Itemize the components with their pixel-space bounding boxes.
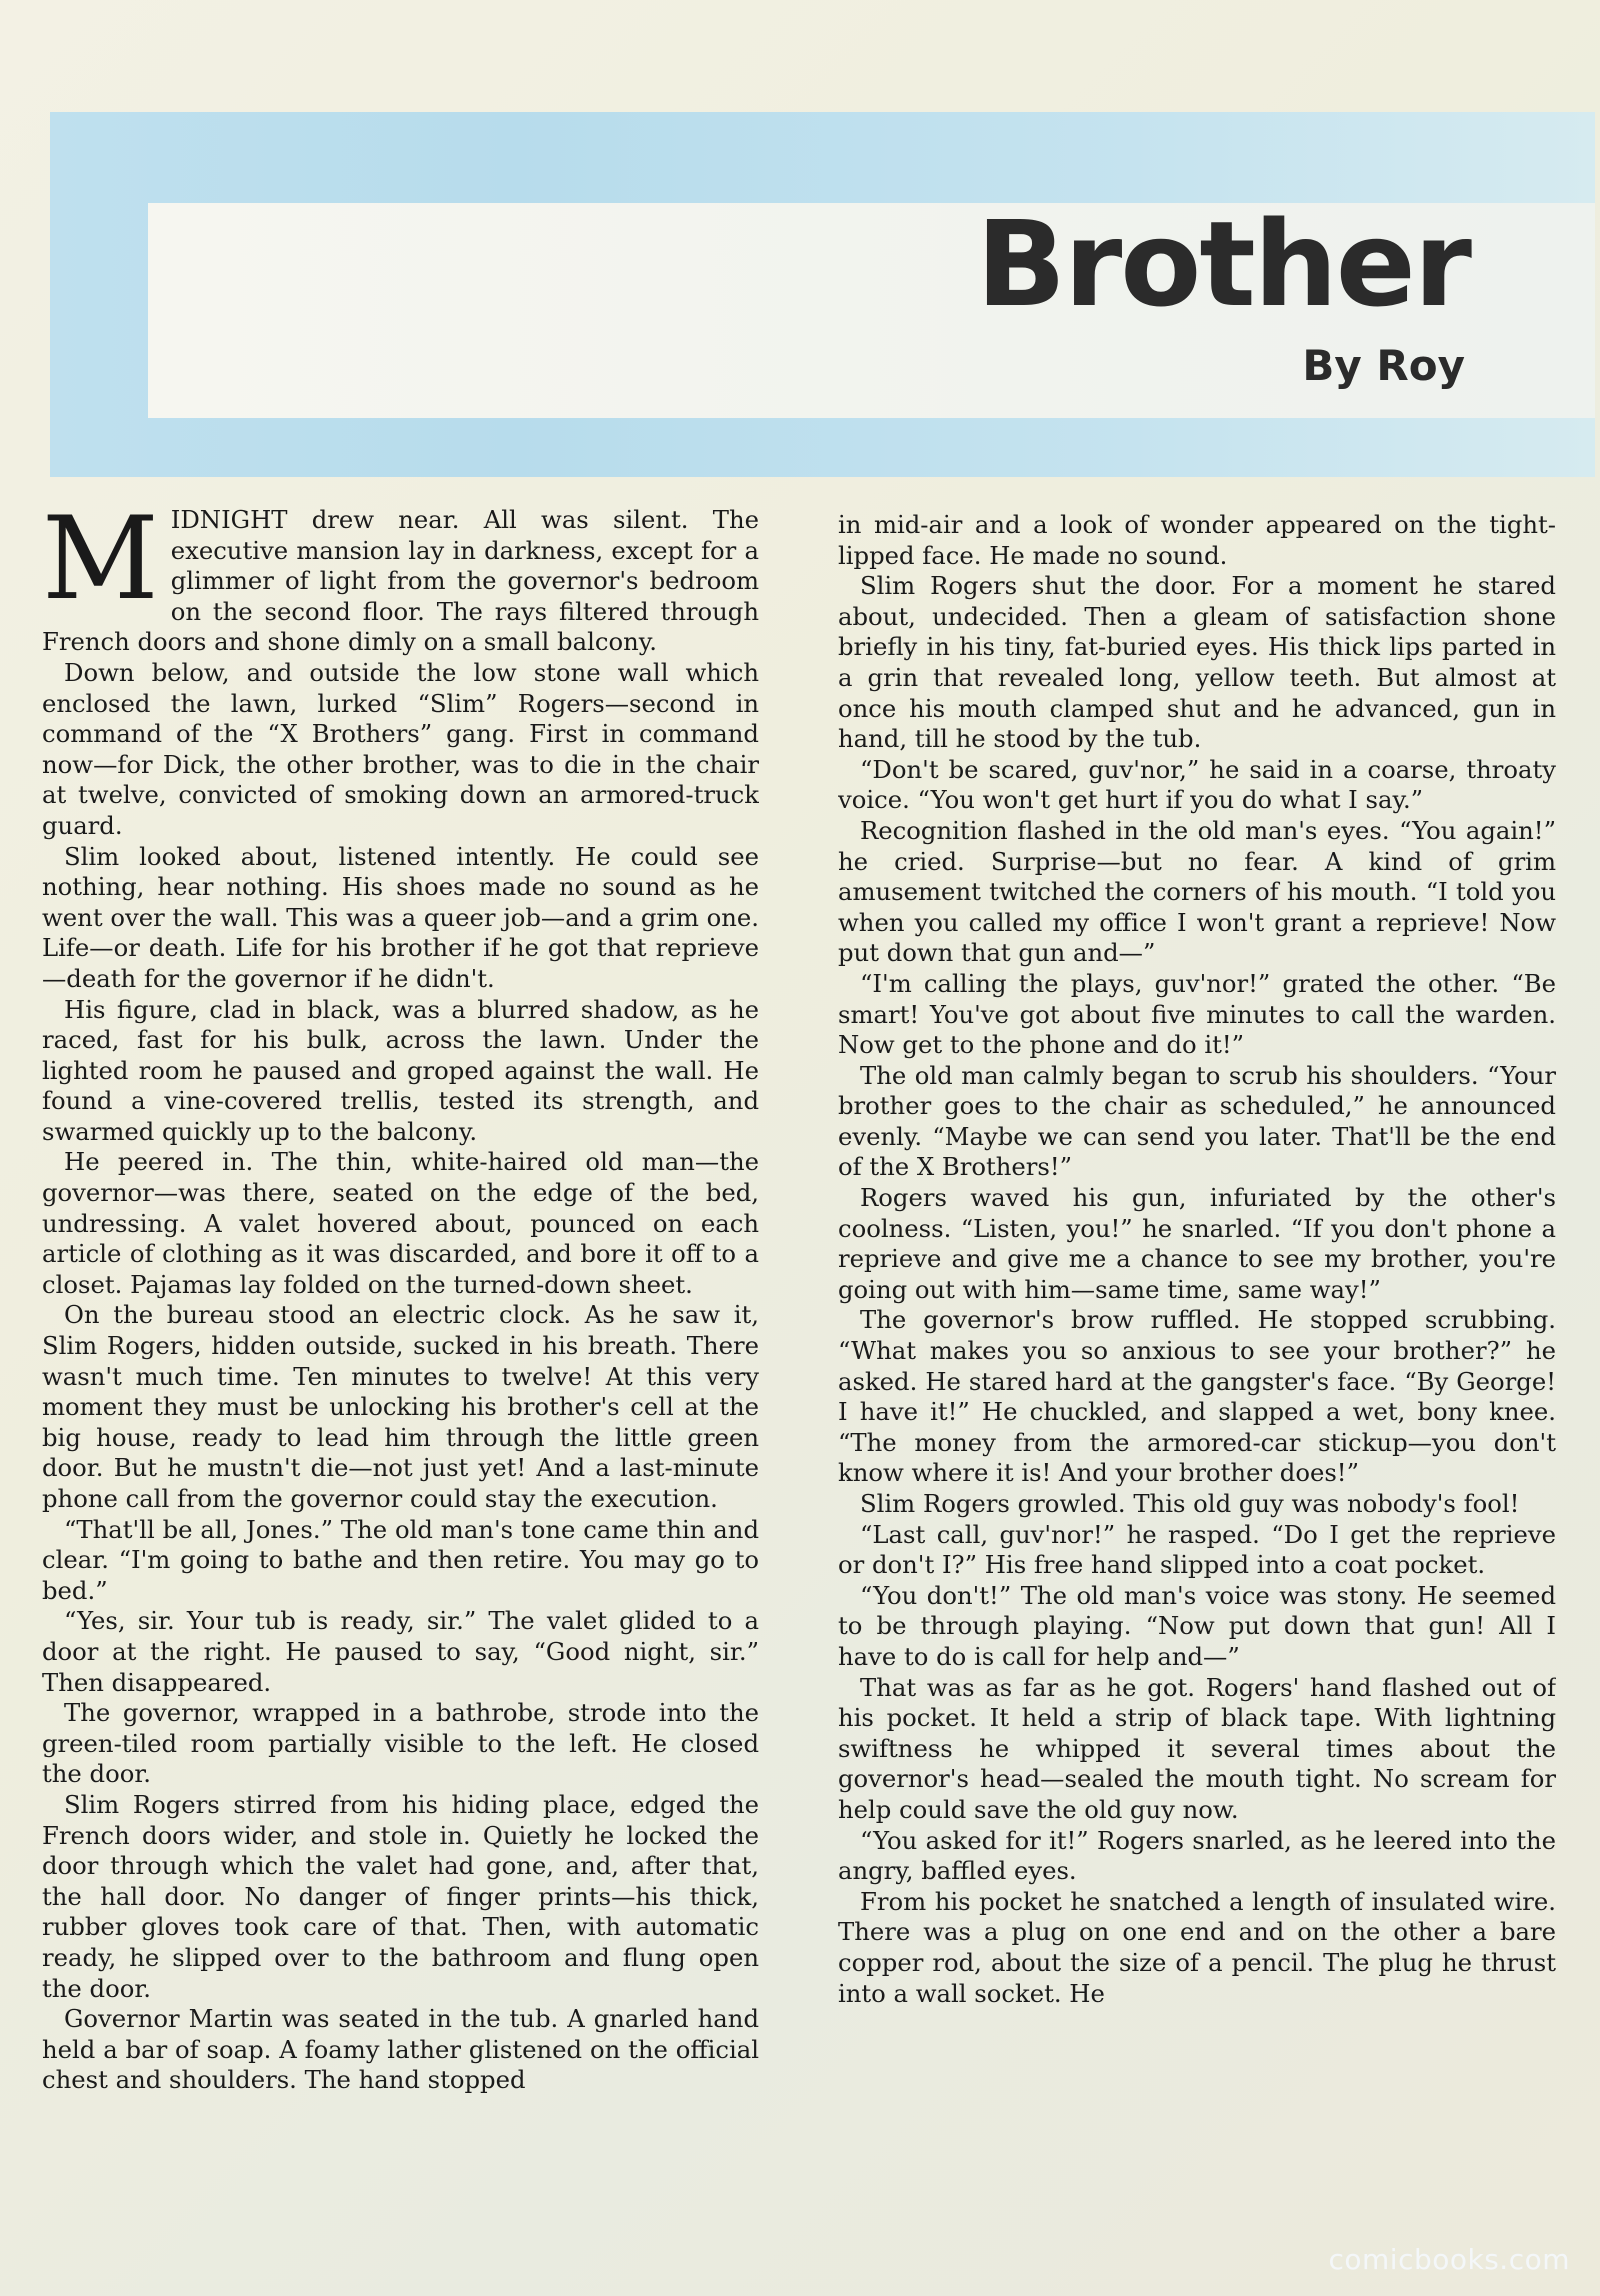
story-title: Brother	[976, 195, 1470, 333]
paragraph: Governor Martin was seated in the tub. A gnarled hand held a bar of soap. A foamy lather glistened on the official chest and shoulders. The hand stopped	[42, 2004, 759, 2095]
paragraph: That was as far as he got. Rogers' hand flashed out of his pocket. It held a strip of black tape. With lightning swiftness he whipped it several times about the governor's head—sealed the mouth tight. No scream for help could save the old guy now.	[838, 1672, 1556, 1824]
first-paragraph	[42, 505, 759, 658]
paragraph: Slim looked about, listened intently. He could see nothing, hear nothing. His shoes made no sound as he went over the wall. This was a queer job—and a grim one. Life—or death. Life for his brother if he got that reprieve—death for the governor if he didn't.	[42, 841, 759, 993]
paragraph: His figure, clad in black, was a blurred shadow, as he raced, fast for his bulk, across the lawn. Under the lighted room he paused and groped against the wall. He found a vine-covered trellis, tested its strength, and swarmed quickly up to the balcony.	[42, 994, 759, 1146]
paragraph: Slim Rogers shut the door. For a moment he stared about, undecided. Then a gleam of satisfaction shone briefly in his tiny, fat-buried eyes. His thick lips parted in a grin that revealed long, yellow teeth. But almost at once his mouth clamped shut and he advanced, gun in hand, till he stood by the tub.	[838, 571, 1556, 754]
paragraph: “You don't!” The old man's voice was stony. He seemed to be through playing. “Now put down that gun! All I have to do is call for help and—”	[838, 1580, 1556, 1671]
paragraph: Slim Rogers growled. This old guy was nobody's fool!	[860, 1489, 1520, 1518]
paragraph: The governor, wrapped in a bathrobe, strode into the green-tiled room partially visible to the left. He closed the door.	[42, 1698, 759, 1789]
paragraph: Rogers waved his gun, infuriated by the other's coolness. “Listen, you!” he snarled. “If you don't phone a reprieve and give me a chance to see my brother, you're going out with him—same time, same way!”	[838, 1183, 1556, 1304]
paragraph: Down below, and outside the low stone wall which enclosed the lawn, lurked “Slim” Rogers—second in command of the “X Brothers” gang. First in command now—for Dick, the other brother, was to die in the chair at twelve, convicted of smoking down an armored-truck guard.	[42, 657, 759, 840]
paragraph: “Last call, guv'nor!” he rasped. “Do I get the reprieve or don't I?” His free hand slipped into a coat pocket.	[838, 1519, 1556, 1580]
source-watermark: comicbooks.com	[1328, 2243, 1570, 2276]
right-column	[838, 510, 1556, 2210]
paragraph: Slim Rogers stirred from his hiding place, edged the French doors wider, and stole in. Quietly he locked the door through which the valet had gone, and, after that, the hall door. No danger of finger prints—his thick, rubber gloves took care of that. Then, with automatic ready, he slipped over to the bathroom and flung open the door.	[42, 1789, 759, 2003]
paragraph: He peered in. The thin, white-haired old man—the governor—was there, seated on the edge of the bed, undressing. A valet hovered about, pounced on each article of clothing as it was discarded, and bore it off to a closet. Pajamas lay folded on the turned-down sheet.	[42, 1147, 759, 1299]
paragraph: The governor's brow ruffled. He stopped scrubbing. “What makes you so anxious to see your brother?” he asked. He stared hard at the gangster's face. “By George! I have it!” He chuckled, and slapped a wet, bony knee. “The money from the armored-car stickup—you don't know where it is! And your brother does!”	[838, 1305, 1556, 1488]
paragraph: “You asked for it!” Rogers snarled, as he leered into the angry, baffled eyes.	[838, 1825, 1556, 1886]
paragraph: The old man calmly began to scrub his shoulders. “Your brother goes to the chair as scheduled,” he announced evenly. “Maybe we can send you later. That'll be the end of the X Brothers!”	[838, 1060, 1556, 1182]
paragraph: Recognition flashed in the old man's eyes. “You again!” he cried. Surprise—but no fear. A kind of grim amusement twitched the corners of his mouth. “I told you when you called my office I won't grant a reprieve! Now put down that gun and—”	[838, 815, 1556, 968]
continued-paragraph: in mid-air and a look of wonder appeared on the tight-lipped face. He made no sound.	[838, 510, 1556, 570]
paragraph: “Don't be scared, guv'nor,” he said in a coarse, throaty voice. “You won't get hurt if you do what I say.”	[838, 754, 1556, 815]
story-byline: By Roy	[1302, 341, 1465, 390]
paragraph: “I'm calling the plays, guv'nor!” grated the other. “Be smart! You've got about five minutes to call the warden. Now get to the phone and do it!”	[838, 968, 1556, 1060]
paragraph: On the bureau stood an electric clock. As he saw it, Slim Rogers, hidden outside, sucked in his breath. There wasn't much time. Ten minutes to twelve! At this very moment they must be unlocking his brother's cell at the big house, ready to lead him through the little green door. But he mustn't die—not just yet! And a last-minute phone call from the governor could stay the execution.	[42, 1300, 759, 1513]
paragraph: “Yes, sir. Your tub is ready, sir.” The valet glided to a door at the right. He paused to say, “Good night, sir.” Then disappeared.	[42, 1606, 759, 1697]
paragraph: “That'll be all, Jones.” The old man's tone came thin and clear. “I'm going to bathe and then retire. You may go to bed.”	[42, 1514, 759, 1605]
drop-cap: M	[42, 505, 159, 625]
first-paragraph-text: IDNIGHT drew near. All was silent. The executive mansion lay in darkness, except for a glimmer of light from the governor's bedroom on the second floor. The rays filtered through French doors and shone dimly on a small balcony.	[42, 505, 759, 657]
paragraph: From his pocket he snatched a length of insulated wire. There was a plug on one end and on the other a bare copper rod, about the size of a pencil. The plug he thrust into a wall socket. He	[838, 1886, 1556, 2008]
left-column	[42, 505, 759, 2205]
